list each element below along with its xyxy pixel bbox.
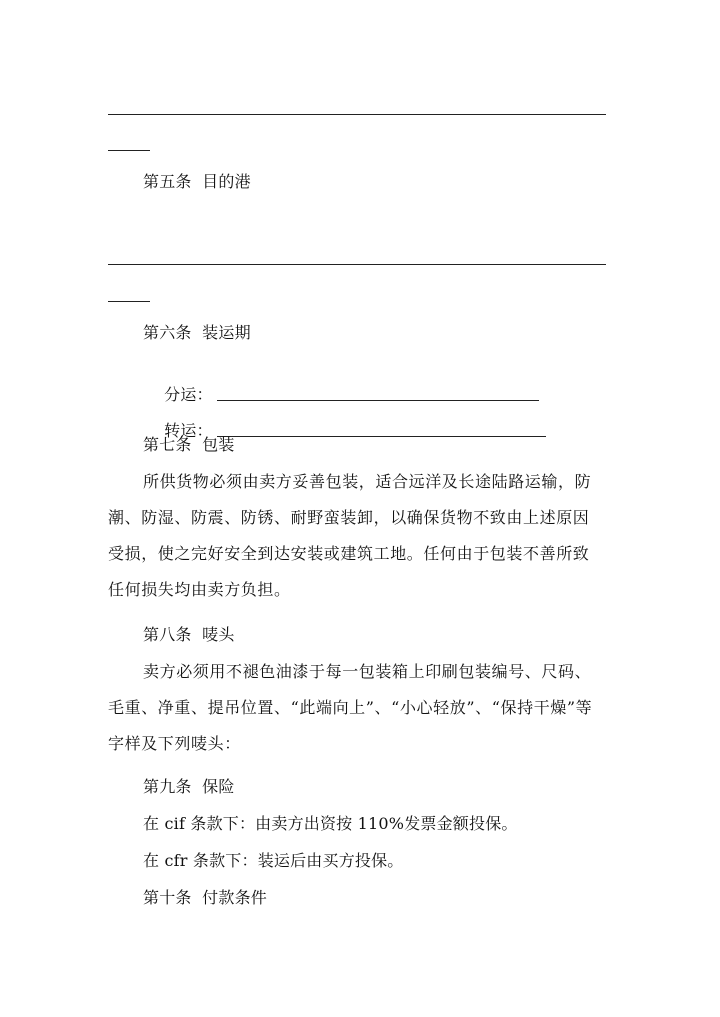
fill-in-line-continued[interactable]	[108, 150, 150, 151]
cfr-clause: 在 cfr 条款下：装运后由买方投保。	[143, 851, 404, 870]
article-8-text: 卖方必须用不褪色油漆于每一包装箱上印刷包装编号、尺码、毛重、净重、提吊位置、“此端向上”、“小心轻放”、“保持干燥”等字样及下列唛头：	[108, 662, 593, 753]
article-8-title: 第八条 唛头	[143, 625, 235, 644]
cif-clause: 在 cif 条款下：由卖方出资按 110%发票金额投保。	[143, 814, 518, 833]
destination-port-line-continued[interactable]	[108, 301, 150, 302]
transshipment-blank[interactable]	[217, 436, 546, 437]
partial-shipment-label: 分运：	[164, 385, 213, 404]
article-7-text: 所供货物必须由卖方妥善包装，适合远洋及长途陆路运输，防潮、防湿、防震、防锈、耐野蛮装卸，以确保货物不致由上述原因受损，使之完好安全到达安装或建筑工地。任何由于包装不善所致任何损失均由卖方负担。	[108, 472, 592, 599]
article-7-title: 第七条 包装	[143, 435, 235, 454]
fill-in-line[interactable]	[108, 114, 606, 115]
destination-port-line[interactable]	[108, 264, 606, 265]
article-6-title: 第六条 装运期	[143, 323, 251, 342]
article-10-title: 第十条 付款条件	[143, 888, 267, 907]
transshipment-label: 转运：	[164, 421, 213, 440]
article-7-body	[108, 464, 604, 608]
article-9-title: 第九条 保险	[143, 777, 235, 796]
article-5-title: 第五条 目的港	[143, 172, 251, 191]
article-8-body	[108, 654, 604, 762]
